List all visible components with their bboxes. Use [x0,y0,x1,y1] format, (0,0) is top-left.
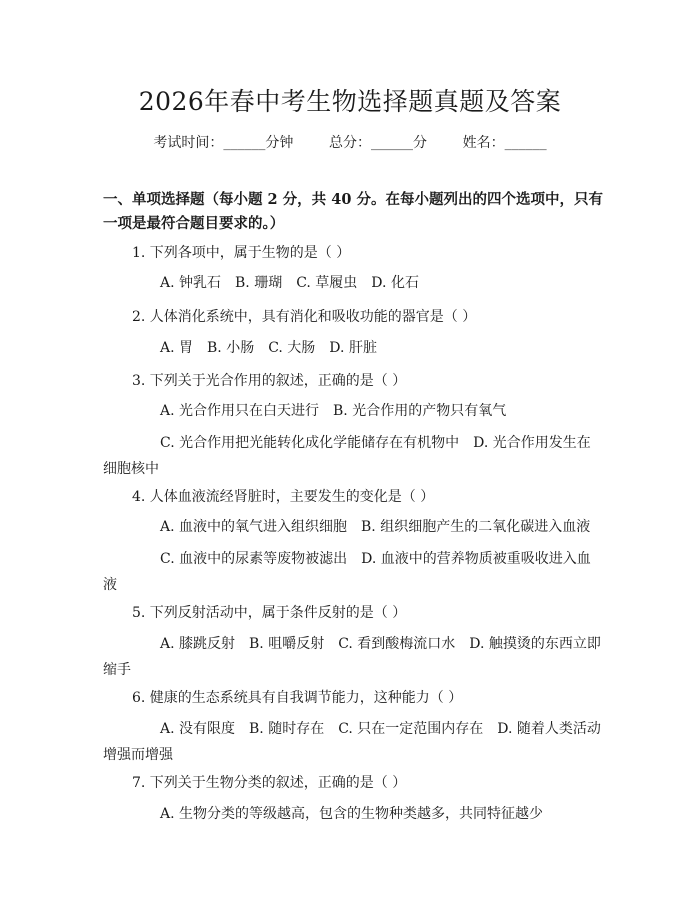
question-options: A. 胃 B. 小肠 C. 大肠 D. 肝脏 [160,340,377,356]
question-stem: 5. 下列反射活动中，属于条件反射的是（ ） [132,605,407,621]
question-stem: 6. 健康的生态系统具有自我调节能力，这种能力（ ） [132,690,463,706]
question-options: A. 钟乳石 B. 珊瑚 C. 草履虫 D. 化石 [160,275,419,291]
question-stem: 1. 下列各项中，属于生物的是（ ） [132,245,351,261]
exam-time-field: 考试时间：______分钟 [153,135,294,151]
student-name-field: 姓名：______ [462,135,547,151]
question-options: A. 光合作用只在白天进行 B. 光合作用的产物只有氧气 [160,403,507,419]
document-title: 2026年春中考生物选择题真题及答案 [138,87,562,116]
question-stem: 4. 人体血液流经肾脏时，主要发生的变化是（ ） [132,489,435,505]
question-stem: 2. 人体消化系统中，具有消化和吸收功能的器官是（ ） [132,309,477,325]
question-options: C. 光合作用把光能转化成化学能储存在有机物中 D. 光合作用发生在细胞核中 [103,435,591,477]
section-heading: 一、单项选择题（每小题 2 分，共 40 分。在每小题列出的四个选项中，只有一项是最符合题目要求的。） [103,191,603,232]
question-stem: 7. 下列关于生物分类的叙述，正确的是（ ） [132,775,407,791]
question-options: C. 血液中的尿素等废物被滤出 D. 血液中的营养物质被重吸收进入血液 [103,551,591,593]
total-score-field: 总分：______分 [329,135,427,151]
question-options: A. 没有限度 B. 随时存在 C. 只在一定范围内存在 D. 随着人类活动增强而增强 [103,721,601,763]
question-options: A. 膝跳反射 B. 咀嚼反射 C. 看到酸梅流口水 D. 触摸烫的东西立即缩手 [103,636,601,678]
question-options: A. 生物分类的等级越高，包含的生物种类越多，共同特征越少 [160,806,544,822]
exam-info-line [0,132,700,152]
question-options: A. 血液中的氧气进入组织细胞 B. 组织细胞产生的二氧化碳进入血液 [160,519,591,535]
question-stem: 3. 下列关于光合作用的叙述，正确的是（ ） [132,373,407,389]
